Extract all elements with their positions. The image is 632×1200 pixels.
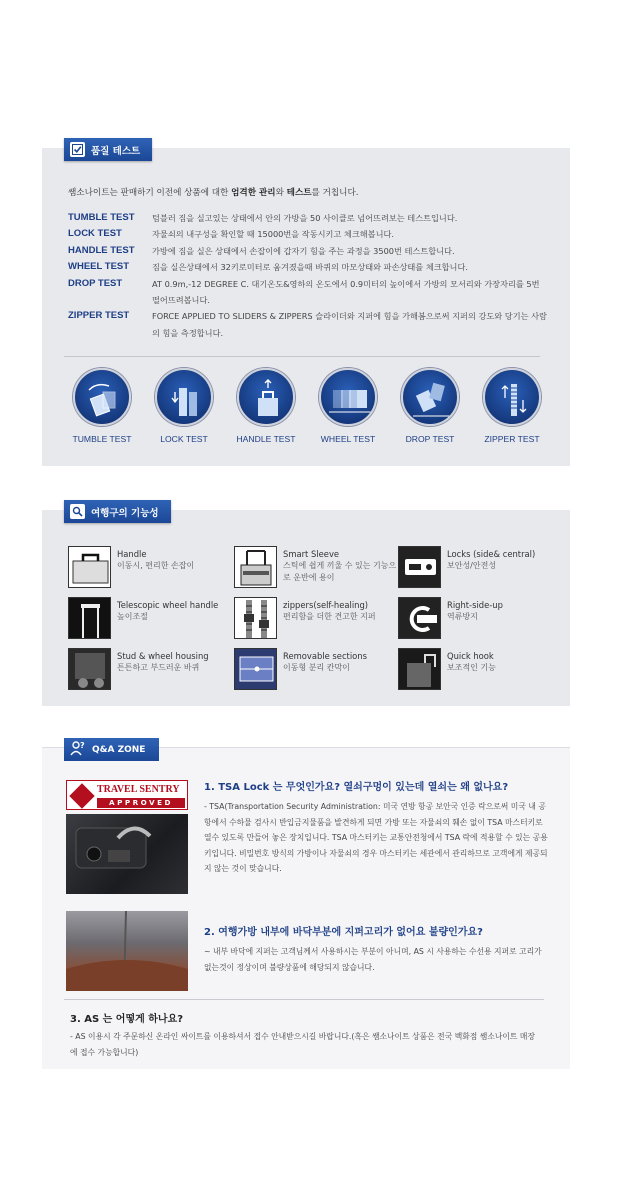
qa-item-2 [204, 923, 548, 975]
test-icon-row [64, 368, 550, 444]
quality-intro: 쌤소나이트는 판매하기 이전에 상품에 대한 엄격한 관리와 테스트를 거칩니다. [68, 188, 359, 198]
key-lock-icon [398, 546, 441, 588]
wheel-icon [319, 368, 377, 426]
logo-text-top: TRAVEL SENTRY [97, 784, 180, 795]
features-header [64, 500, 171, 523]
checkbox-icon [70, 142, 85, 157]
feature-title: Handle [117, 549, 147, 559]
test-name: DROP TEST [68, 277, 123, 289]
test-row [68, 243, 548, 259]
test-icon-label: DROP TEST [405, 434, 455, 444]
qa-title: Q&A ZONE [92, 744, 146, 755]
question-person-icon [70, 740, 86, 759]
test-icon-label: TUMBLE TEST [72, 434, 132, 444]
qa-panel [42, 741, 570, 1069]
test-icon-zipper [474, 368, 550, 444]
test-name: ZIPPER TEST [68, 310, 130, 322]
test-icon-label: WHEEL TEST [320, 434, 376, 444]
feature-title: Smart Sleeve [283, 549, 340, 559]
feature-title: Locks (side& central) [447, 549, 536, 559]
feature-item [68, 546, 234, 588]
test-name: LOCK TEST [68, 228, 122, 240]
handle-icon [68, 546, 111, 588]
feature-desc: 보조적인 기능 [447, 663, 496, 672]
diamond-icon [69, 783, 94, 808]
qa-item-3 [70, 1010, 540, 1060]
smart-sleeve-icon [234, 546, 277, 588]
feature-desc: 편리함을 더한 견고한 지퍼 [283, 612, 376, 621]
test-icon-label: HANDLE TEST [236, 434, 296, 444]
test-desc: 자물쇠의 내구성을 확인할 때 15000번을 작동시키고 체크해봅니다. [152, 229, 394, 240]
feature-item [234, 597, 398, 639]
question-title: 3. AS 는 어떻게 하나요? [70, 1014, 184, 1025]
test-desc: FORCE APPLIED TO SLIDERS & ZIPPERS 슬라이더와 지퍼에 힘을 가해봄으로써 지퍼의 강도와 당기는 사람의 힘을 측정합니다. [152, 311, 547, 338]
answer-text: - TSA(Transportation Security Administration: 미국 연방 항공 보안국 인증 락으로써 미국 내 공항에서 수하물 검사시 반입금지물품을 발견하게 되면 가방 또는 자물쇠의 훼손 없이 TSA 마스터키로 열수 있도록 만들어 놓은 장치입니다. TSA 마스터키는 교통안전청에서 TSA 락에 적용할 수 있는 공용키입니다. 비밀번호 방식의 가방이나 자물쇠의 경우 마스터키는 세관에서 관리하므로 고객에게 제공되지 않는 것이 맞습니다. [204, 802, 548, 873]
test-icon-tumble [64, 368, 140, 444]
bag-interior-photo [66, 911, 188, 991]
lock-icon [155, 368, 213, 426]
feature-title: Telescopic wheel handle [117, 600, 219, 610]
feature-title: Right-side-up [447, 600, 503, 610]
feature-desc: 보안성/안전성 [447, 561, 497, 570]
magnifier-icon [70, 504, 85, 519]
test-desc: 짐을 실은상태에서 32키로미터로 움겨졌을때 바퀴의 마모상태와 파손상태를 체크합니다. [152, 262, 468, 273]
feature-grid [68, 546, 558, 690]
test-name: WHEEL TEST [68, 261, 130, 273]
features-panel [42, 507, 570, 706]
test-row [68, 259, 548, 275]
tsa-lock-photo [66, 814, 188, 894]
test-icon-drop [392, 368, 468, 444]
feature-desc: 이동시, 편리한 손잡이 [117, 561, 195, 570]
divider [64, 356, 540, 357]
test-name: HANDLE TEST [68, 244, 135, 256]
test-desc: AT 0.9m,-12 DEGREE C. 대기온도&영하의 온도에서 0.9미터의 높이에서 가방의 모서리와 가장자리를 5번 떨어뜨려봅니다. [152, 278, 540, 306]
feature-desc: 역류방지 [447, 612, 478, 621]
tumble-icon [73, 368, 131, 426]
quality-test-title: 품질 테스트 [91, 145, 141, 157]
removable-section-icon [234, 648, 277, 690]
wheel-housing-icon [68, 648, 111, 690]
answer-text: ~ 내부 바닥에 지퍼는 고객님께서 사용하시는 부분이 아니며, AS 시 사용하는 수선용 지퍼로 고리가 없는것이 정상이며 불량상품에 해당되지 않습니다. [204, 947, 542, 972]
feature-title: zippers(self-healing) [283, 600, 369, 610]
handle-icon [237, 368, 295, 426]
feature-item [398, 648, 558, 690]
logo-text-bottom: APPROVED [97, 798, 185, 808]
qa-item-1 [204, 778, 548, 877]
feature-item [68, 597, 234, 639]
test-row [68, 276, 548, 309]
divider [64, 999, 544, 1000]
feature-desc: 높이조절 [117, 612, 148, 621]
feature-title: Quick hook [447, 651, 494, 661]
question-title: 1. TSA Lock 는 무엇인가요? 열쇠구멍이 있는데 열쇠는 왜 없나요? [204, 782, 509, 793]
right-side-up-icon [398, 597, 441, 639]
feature-item [398, 546, 558, 588]
quick-hook-icon [398, 648, 441, 690]
answer-text: - AS 이용시 각 주문하신 온라인 싸이트를 이용하셔서 접수 안내받으시길 바랍니다.(혹은 쌤소나이트 상품은 전국 백화점 쌤소나이트 매장에 접수 가능합니다) [70, 1032, 535, 1057]
test-icon-label: LOCK TEST [160, 434, 208, 444]
test-icon-wheel [310, 368, 386, 444]
test-desc: 텀블러 짐을 실고있는 상태에서 안의 가방을 50 사이클로 넘어뜨려보는 테스트입니다. [152, 213, 458, 223]
test-icon-lock [146, 368, 222, 444]
test-desc: 가방에 짐을 실은 상태에서 손잡이에 갑자기 힘을 주는 과정을 3500번 테스트합니다. [152, 245, 455, 256]
feature-title: Removable sections [283, 651, 367, 661]
feature-item [68, 648, 234, 690]
feature-desc: 튼튼하고 부드러운 바퀴 [117, 663, 200, 672]
test-icon-label: ZIPPER TEST [484, 434, 540, 444]
qa-header [64, 738, 159, 761]
test-row [68, 210, 548, 226]
drop-icon [401, 368, 459, 426]
test-row [68, 308, 548, 341]
feature-desc: 이동형 분리 칸막이 [283, 663, 350, 672]
feature-desc: 스틱에 쉽게 끼울 수 있는 기능으로 운반에 용이 [283, 561, 397, 582]
test-icon-handle [228, 368, 304, 444]
feature-title: Stud & wheel housing [117, 651, 209, 661]
travel-sentry-logo [66, 780, 188, 810]
zipper-icon [234, 597, 277, 639]
test-row [68, 226, 548, 242]
features-title: 여행구의 기능성 [91, 507, 159, 519]
test-name: TUMBLE TEST [68, 212, 135, 223]
quality-test-header [64, 138, 152, 161]
feature-item [234, 648, 398, 690]
feature-item [398, 597, 558, 639]
svg-text:?: ? [80, 741, 85, 750]
zipper-icon [483, 368, 541, 426]
telescopic-handle-icon [68, 597, 111, 639]
feature-item [234, 546, 398, 588]
quality-test-panel [42, 145, 570, 466]
test-list [68, 210, 548, 341]
question-title: 2. 여행가방 내부에 바닥부분에 지퍼고리가 없어요 불량인가요? [204, 927, 483, 938]
